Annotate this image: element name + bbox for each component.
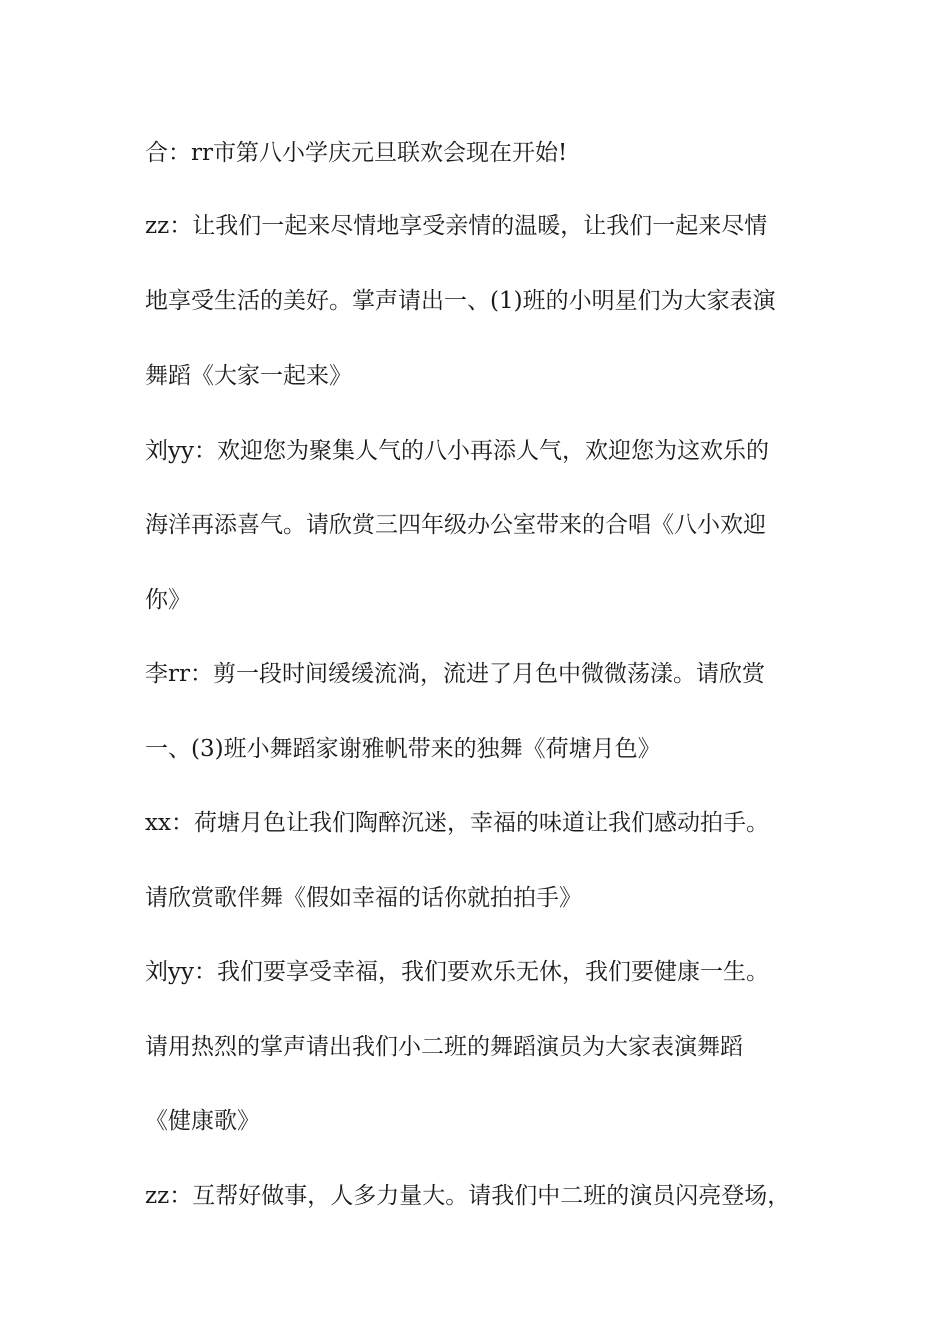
text-line-4: 舞蹈《大家一起来》 [145,363,352,389]
text-line-3: 地享受生活的美好。掌声请出一、(1)班的小明星们为大家表演 [145,288,776,314]
text-line-9: 一、(3)班小舞蹈家谢雅帆带来的独舞《荷塘月色》 [145,736,661,762]
text-line-11: 请欣赏歌伴舞《假如幸福的话你就拍拍手》 [145,885,582,911]
text-line-8: 李rr：剪一段时间缓缓流淌，流进了月色中微微荡漾。请欣赏 [145,661,765,687]
text-line-15: zz：互帮好做事，人多力量大。请我们中二班的演员闪亮登场， [145,1183,791,1209]
text-line-13: 请用热烈的掌声请出我们小二班的舞蹈演员为大家表演舞蹈 [145,1034,743,1060]
text-line-6: 海洋再添喜气。请欣赏三四年级办公室带来的合唱《八小欢迎 [145,512,766,538]
text-line-7: 你》 [145,587,191,613]
text-line-2: zz：让我们一起来尽情地享受亲情的温暖，让我们一起来尽情 [145,213,768,239]
text-line-14: 《健康歌》 [145,1108,260,1134]
text-line-12: 刘yy：我们要享受幸福，我们要欢乐无休，我们要健康一生。 [145,959,769,985]
text-line-1: 合：rr市第八小学庆元旦联欢会现在开始! [145,140,568,166]
text-line-10: xx：荷塘月色让我们陶醉沉迷，幸福的味道让我们感动拍手。 [145,810,769,836]
text-line-5: 刘yy：欢迎您为聚集人气的八小再添人气，欢迎您为这欢乐的 [145,438,769,464]
